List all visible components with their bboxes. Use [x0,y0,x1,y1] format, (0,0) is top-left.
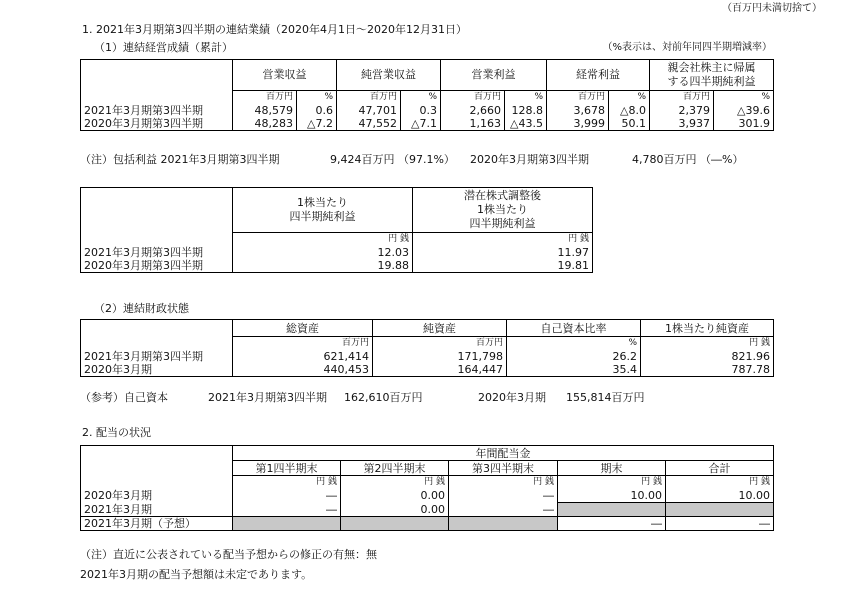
unit-cell: 百万円 [233,337,373,351]
table-row: 2021年3月期第3四半期 48,579 0.6 47,701 0.3 2,660 128.8 3,678 △8.0 2,379 △39.6 [81,104,774,117]
eps-table [80,187,593,273]
comprehensive-income-label: （注）包括利益 2021年3月期第3四半期 [80,153,280,166]
unit-cell: 百万円 [547,91,609,105]
table-row: 2020年3月期 440,453 164,447 35.4 787.78 [81,363,774,377]
equity-note-current-label: 2021年3月期第3四半期 [208,391,327,404]
unit-cell: 円 銭 [233,232,413,246]
table-row: 2020年3月期第3四半期 48,283 △7.2 47,552 △7.1 1,163 △43.5 3,999 50.1 3,937 301.9 [81,117,774,131]
comprehensive-income-current: 9,424百万円 （97.1%） [330,153,455,166]
subsection1-title: （1）連結経営成績（累計） [94,41,233,54]
unit-cell: 百万円 [233,91,297,105]
table-row: 2020年3月期 ― 0.00 ― 10.00 10.00 [81,489,774,503]
shaded-cell [233,517,341,531]
unit-cell: % [714,91,774,105]
unit-cell: 円 銭 [641,337,774,351]
equity-note-prev: 155,814百万円 [566,391,645,404]
col-operating-income: 営業利益 [441,60,547,91]
row-label: 2020年3月期 [81,489,233,503]
unit-cell: % [507,337,641,351]
equity-note-label: （参考）自己資本 [80,391,168,404]
col-net-income: 親会社株主に帰属 する四半期純利益 [650,60,774,91]
unit-cell: 百万円 [441,91,505,105]
unit-cell: % [297,91,337,105]
col-bps: 1株当たり純資産 [641,320,774,337]
row-label: 2020年3月期第3四半期 [81,259,233,273]
annual-dividend-header: 年間配当金 [233,446,774,461]
col-q2-end: 第2四半期末 [341,461,449,476]
col-total-assets: 総資産 [233,320,373,337]
unit-cell: 円 銭 [666,476,774,490]
unit-cell: 円 銭 [558,476,666,490]
corner-cell [81,60,233,91]
shaded-cell [341,517,449,531]
row-label: 2021年3月期第3四半期 [81,104,233,117]
dividends-title: 2. 配当の状況 [82,426,151,439]
results-table [80,59,774,131]
unit-cell: 円 銭 [341,476,449,490]
financial-position-title: （2）連結財政状態 [94,302,189,315]
unit-cell: 百万円 [337,91,401,105]
dividends-table [80,445,774,531]
unit-cell: 百万円 [373,337,507,351]
table-row: 2021年3月期第3四半期 12.03 11.97 [81,246,593,259]
row-label: 2021年3月期 [81,503,233,517]
section1-title: 1. 2021年3月期第3四半期の連結業績（2020年4月1日～2020年12月31日） [82,23,467,36]
col-net-assets: 純資産 [373,320,507,337]
shaded-cell [449,517,558,531]
unit-cell: 百万円 [650,91,714,105]
unit-cell: % [505,91,547,105]
col-eps: 1株当たり 四半期純利益 [233,188,413,233]
unit-cell: 円 銭 [233,476,341,490]
col-equity-ratio: 自己資本比率 [507,320,641,337]
dividend-note-2: 2021年3月期の配当予想額は未定であります。 [80,568,313,581]
equity-note-current: 162,610百万円 [344,391,423,404]
shaded-cell [558,503,666,517]
unit-cell: 円 銭 [449,476,558,490]
shaded-cell [666,503,774,517]
row-label: 2021年3月期（予想） [81,517,233,531]
row-label: 2021年3月期第3四半期 [81,350,233,363]
col-total: 合計 [666,461,774,476]
table-row: 2021年3月期 ― 0.00 ― [81,503,774,517]
comprehensive-income-prev-label: 2020年3月期第3四半期 [470,153,589,166]
col-operating-revenue: 営業収益 [233,60,337,91]
col-ordinary-income: 経常利益 [547,60,650,91]
unit-cell: % [609,91,650,105]
col-q3-end: 第3四半期末 [449,461,558,476]
col-year-end: 期末 [558,461,666,476]
col-net-operating-revenue: 純営業収益 [337,60,441,91]
financial-position-table [80,319,774,377]
table-row: 2021年3月期第3四半期 621,414 171,798 26.2 821.96 [81,350,774,363]
comprehensive-income-prev: 4,780百万円 （―%） [632,153,744,166]
dividend-note-1: （注）直近に公表されている配当予想からの修正の有無：無 [80,548,377,561]
unit-cell: % [401,91,441,105]
col-q1-end: 第1四半期末 [233,461,341,476]
table-row: 2020年3月期第3四半期 19.88 19.81 [81,259,593,273]
unit-note: （百万円未満切捨て） [722,3,822,14]
col-diluted-eps: 潜在株式調整後 1株当たり 四半期純利益 [413,188,593,233]
percentage-note: （%表示は、対前年同四半期増減率） [602,42,772,53]
table-row: 2021年3月期（予想） ― ― [81,517,774,531]
equity-note-prev-label: 2020年3月期 [478,391,546,404]
row-label: 2020年3月期第3四半期 [81,117,233,131]
row-label: 2021年3月期第3四半期 [81,246,233,259]
row-label: 2020年3月期 [81,363,233,377]
unit-cell: 円 銭 [413,232,593,246]
